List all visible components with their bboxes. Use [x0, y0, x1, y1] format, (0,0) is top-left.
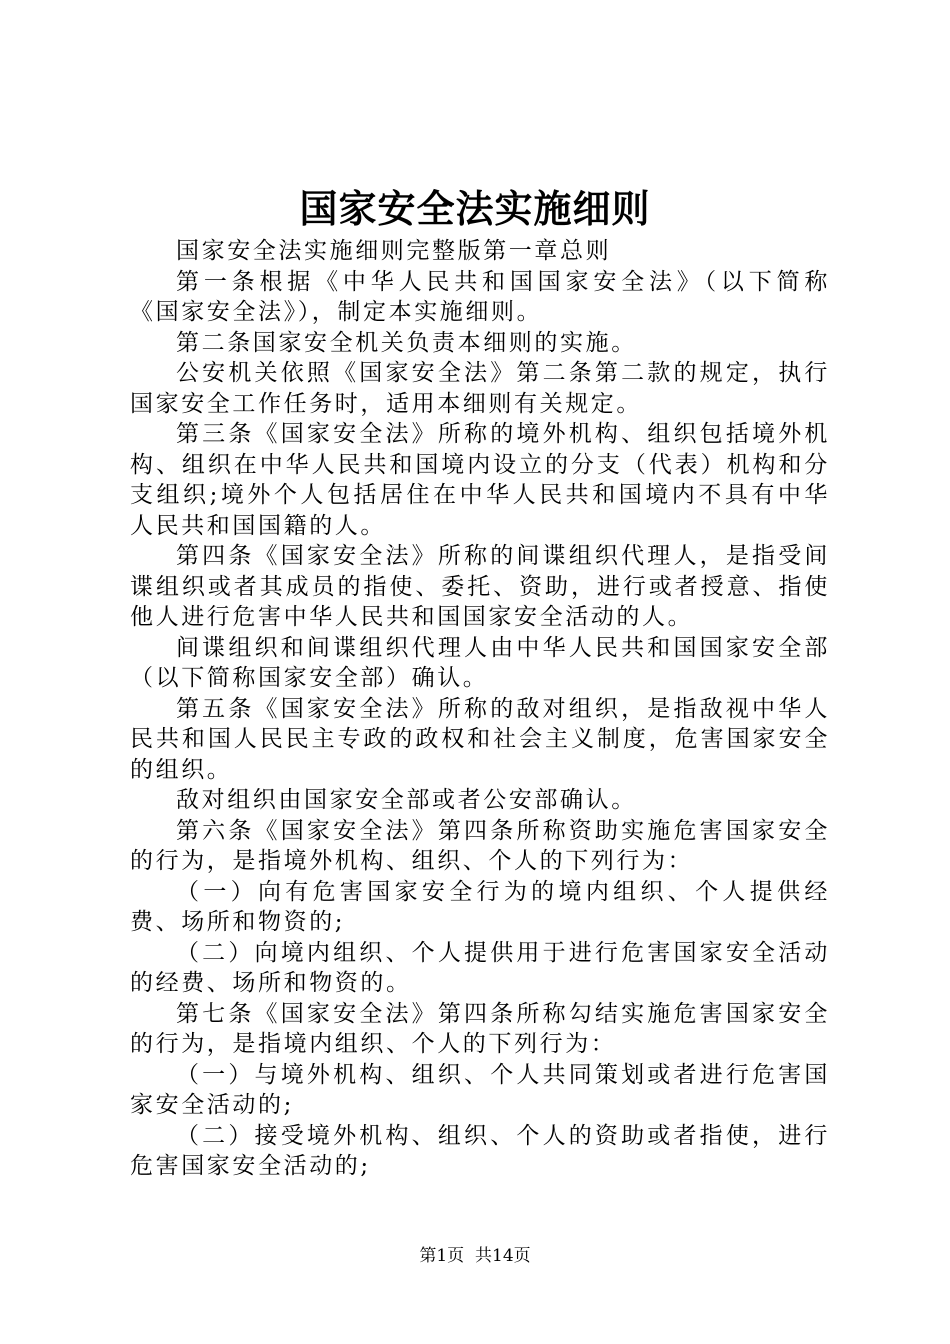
paragraph-article-5: 第五条《国家安全法》所称的敌对组织，是指敌视中华人民共和国人民民主专政的政权和社会主义制度，危害国家安全的组织。 — [130, 695, 830, 783]
paragraph-article-5-cont: 敌对组织由国家安全部或者公安部确认。 — [176, 787, 637, 813]
paragraph-article-6-item-2: （二）向境内组织、个人提供用于进行危害国家安全活动的经费、场所和物资的。 — [130, 939, 830, 996]
paragraph-article-2-cont: 公安机关依照《国家安全法》第二条第二款的规定，执行国家安全工作任务时，适用本细则有关规定。 — [130, 360, 830, 417]
paragraph-article-4: 第四条《国家安全法》所称的间谍组织代理人，是指受间谍组织或者其成员的指使、委托、资助，进行或者授意、指使他人进行危害中华人民共和国国家安全活动的人。 — [130, 543, 830, 630]
paragraph-article-7-item-1: （一）与境外机构、组织、个人共同策划或者进行危害国家安全活动的; — [130, 1061, 830, 1118]
paragraph-article-2: 第二条国家安全机关负责本细则的实施。 — [176, 329, 637, 356]
paragraph-article-4-cont: 间谍组织和间谍组织代理人由中华人民共和国国家安全部（以下简称国家安全部）确认。 — [130, 634, 830, 691]
paragraph-article-7: 第七条《国家安全法》第四条所称勾结实施危害国家安全的行为，是指境内组织、个人的下列行为： — [130, 1000, 830, 1057]
paragraph-article-1: 第一条根据《中华人民共和国国家安全法》（以下简称《国家安全法》），制定本实施细则。 — [130, 268, 830, 325]
paragraph-heading: 国家安全法实施细则完整版第一章总则 — [176, 238, 612, 264]
paragraph-article-7-item-2: （二）接受境外机构、组织、个人的资助或者指使，进行危害国家安全活动的; — [130, 1122, 830, 1179]
page-total: 共14页 — [475, 1246, 531, 1266]
paragraph-article-6: 第六条《国家安全法》第四条所称资助实施危害国家安全的行为，是指境外机构、组织、个人的下列行为： — [130, 817, 830, 874]
document-body — [130, 236, 830, 1182]
page-footer — [0, 1244, 950, 1268]
page-number: 第1页 — [419, 1246, 465, 1266]
document-title: 国家安全法实施细则 — [299, 186, 651, 231]
paragraph-article-3: 第三条《国家安全法》所称的境外机构、组织包括境外机构、组织在中华人民共和国境内设立的分支（代表）机构和分支组织;境外个人包括居住在中华人民共和国境内不具有中华人民共和国国籍的人。 — [130, 421, 830, 539]
paragraph-article-6-item-1: （一）向有危害国家安全行为的境内组织、个人提供经费、场所和物资的; — [130, 878, 830, 935]
